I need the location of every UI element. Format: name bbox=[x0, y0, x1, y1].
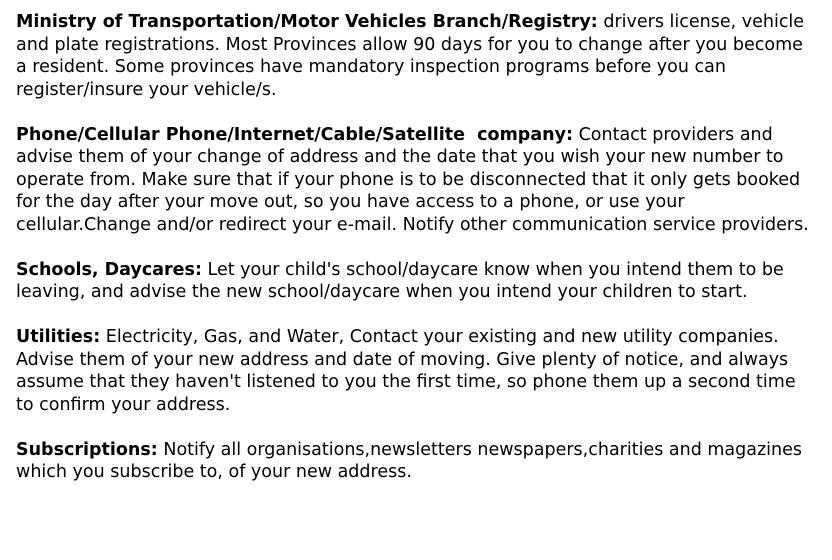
section-utilities bbox=[16, 326, 816, 416]
section-heading: Subscriptions: bbox=[16, 439, 158, 460]
section-text: Notify all organisations,newsletters newspapers,charities and magazines which you subscribe to, of your new address. bbox=[16, 439, 803, 482]
section-vehicle-registry bbox=[16, 11, 816, 101]
section-subscriptions bbox=[16, 439, 816, 484]
section-heading: Utilities: bbox=[16, 327, 101, 347]
document-body bbox=[16, 11, 816, 506]
section-text: Electricity, Gas, and Water, Contact your existing and new utility companies. Advise them of your new address and date of moving. Give plenty of notice, and always assume that they haven't listened to you the first time, so phone them up a second time to confirm your address. bbox=[16, 327, 796, 415]
section-schools-daycares bbox=[16, 259, 816, 304]
section-heading: Ministry of Transportation/Motor Vehicles Branch/Registry: bbox=[16, 12, 598, 32]
section-heading: Schools, Daycares: bbox=[16, 259, 202, 280]
section-text: Contact providers and advise them of your change of address and the date that you wish your new number to operate from. Make sure that if your phone is to be disconnected that it only gets booked for the day after your move out, so you have access to a phone, or use your cellular.Change and/or redirect your e-mail. Notify other communication service providers. bbox=[16, 124, 809, 235]
section-text: drivers license, vehicle and plate registrations. Most Provinces allow 90 days for you to change after you become a resident. Some provinces have mandatory inspection programs before you can register/insure your vehicle/s. bbox=[16, 12, 805, 100]
section-text: Let your child's school/daycare know when you intend them to be leaving, and advise the new school/daycare when you intend your children to start. bbox=[16, 259, 784, 302]
section-heading: Phone/Cellular Phone/Internet/Cable/Satellite company: bbox=[16, 124, 574, 145]
section-phone-internet bbox=[16, 124, 816, 237]
